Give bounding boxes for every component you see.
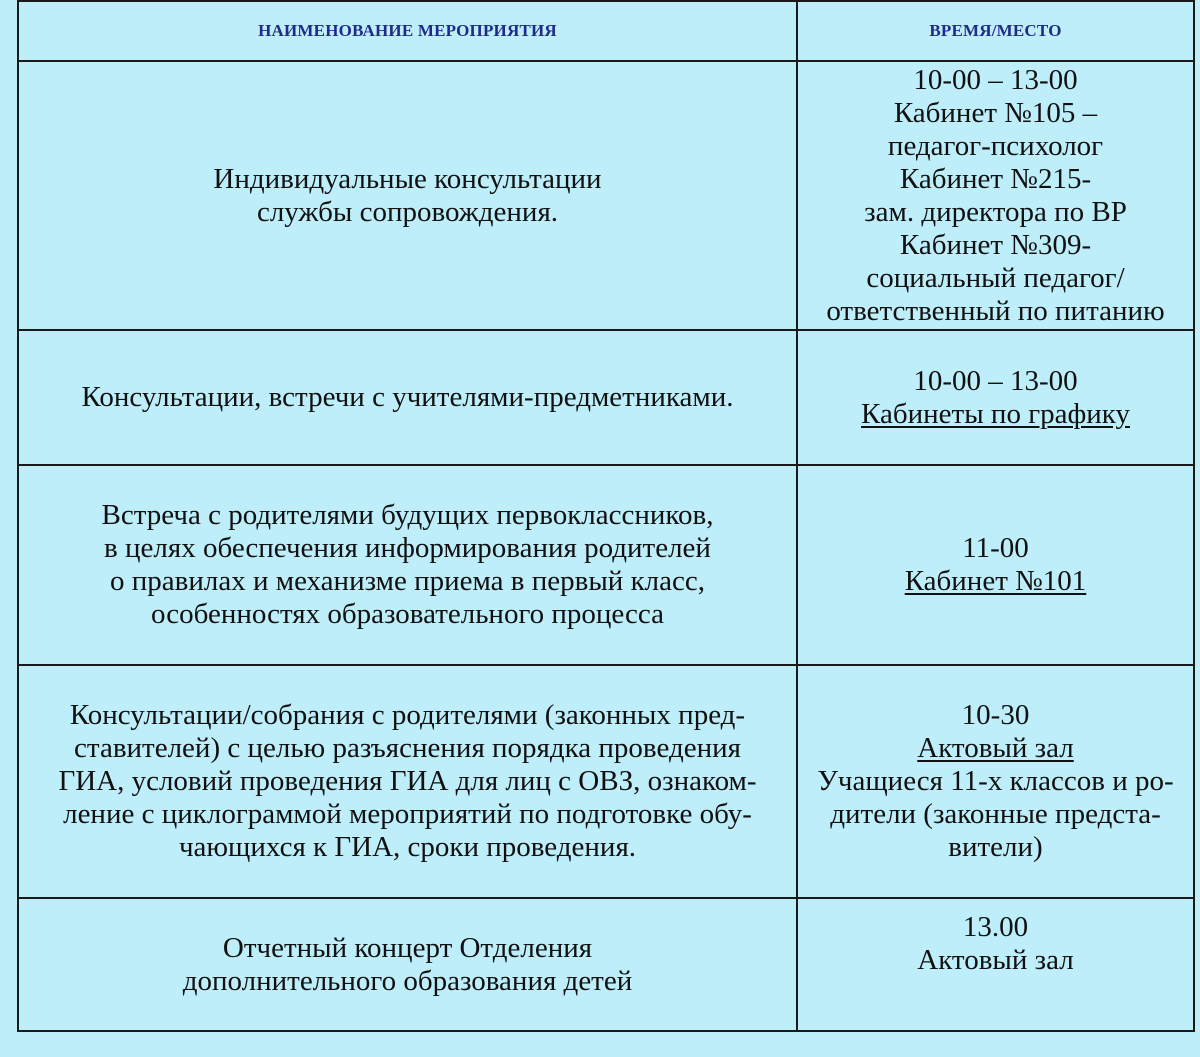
place-line: Учащиеся 11-х классов и ро-	[817, 765, 1174, 797]
event-line: ление с циклограммой мероприятий по подготовке обу-	[63, 798, 752, 830]
time-line: 10-00 – 13-00	[913, 364, 1078, 397]
event-cell	[18, 61, 797, 330]
event-line: особенностях образовательного процесса	[151, 598, 664, 630]
event-line: о правилах и механизме приема в первый класс,	[110, 565, 705, 597]
place-line: дители (законные предста-	[830, 798, 1161, 830]
table-row	[18, 330, 1194, 465]
time-place-cell	[797, 330, 1194, 465]
time-line: 10-30	[961, 699, 1030, 731]
table-row	[18, 465, 1194, 665]
place-line: ответственный по питанию	[826, 294, 1165, 327]
event-line: ГИА, условий проведения ГИА для лиц с ОВЗ, ознаком-	[58, 765, 757, 797]
header-event-name: НАИМЕНОВАНИЕ МЕРОПРИЯТИЯ	[18, 1, 797, 61]
place-line: социальный педагог/	[866, 261, 1125, 294]
event-line: в целях обеспечения информирования родителей	[104, 532, 711, 564]
header-row	[18, 1, 1194, 61]
event-cell	[18, 465, 797, 665]
time-line: 11-00	[962, 532, 1029, 564]
place-line: зам. директора по ВР	[864, 195, 1127, 228]
place-line: педагог-психолог	[887, 129, 1104, 162]
place-link[interactable]: Кабинет №101	[904, 565, 1087, 597]
time-place-cell	[797, 465, 1194, 665]
time-line: 13.00	[962, 911, 1029, 943]
event-cell	[18, 665, 797, 898]
time-place-cell	[797, 898, 1194, 1031]
event-cell	[18, 330, 797, 465]
place-line: Кабинет №105 –	[893, 96, 1098, 129]
place-line: вители)	[948, 831, 1043, 863]
time-place-cell	[797, 665, 1194, 898]
time-line: 10-00 – 13-00	[913, 63, 1078, 96]
header-time-place: ВРЕМЯ/МЕСТО	[797, 1, 1194, 61]
event-line: Отчетный концерт Отделения	[222, 931, 593, 964]
event-cell	[18, 898, 797, 1031]
event-line: службы сопровождения.	[256, 195, 559, 228]
place-line: Кабинет №215-	[899, 162, 1092, 195]
table-row	[18, 665, 1194, 898]
schedule-table	[17, 0, 1195, 1032]
event-line: Индивидуальные консультации	[213, 162, 602, 195]
event-line: Консультации/собрания с родителями (законных пред-	[69, 699, 746, 731]
place-line: Кабинет №309-	[899, 228, 1092, 261]
event-line: Консультации, встречи с учителями-предметниками.	[81, 381, 734, 413]
table-row	[18, 61, 1194, 330]
event-line: чающихся к ГИА, сроки проведения.	[178, 831, 637, 863]
place-link[interactable]: Актовый зал	[917, 732, 1074, 764]
event-line: дополнительного образования детей	[182, 964, 633, 997]
place-line: Актовый зал	[917, 944, 1074, 976]
event-line: ставителей) с целью разъяснения порядка проведения	[74, 732, 741, 764]
table-row	[18, 898, 1194, 1031]
event-line: Встреча с родителями будущих первоклассников,	[101, 499, 714, 531]
place-link[interactable]: Кабинеты по графику	[861, 397, 1130, 430]
time-place-cell	[797, 61, 1194, 330]
